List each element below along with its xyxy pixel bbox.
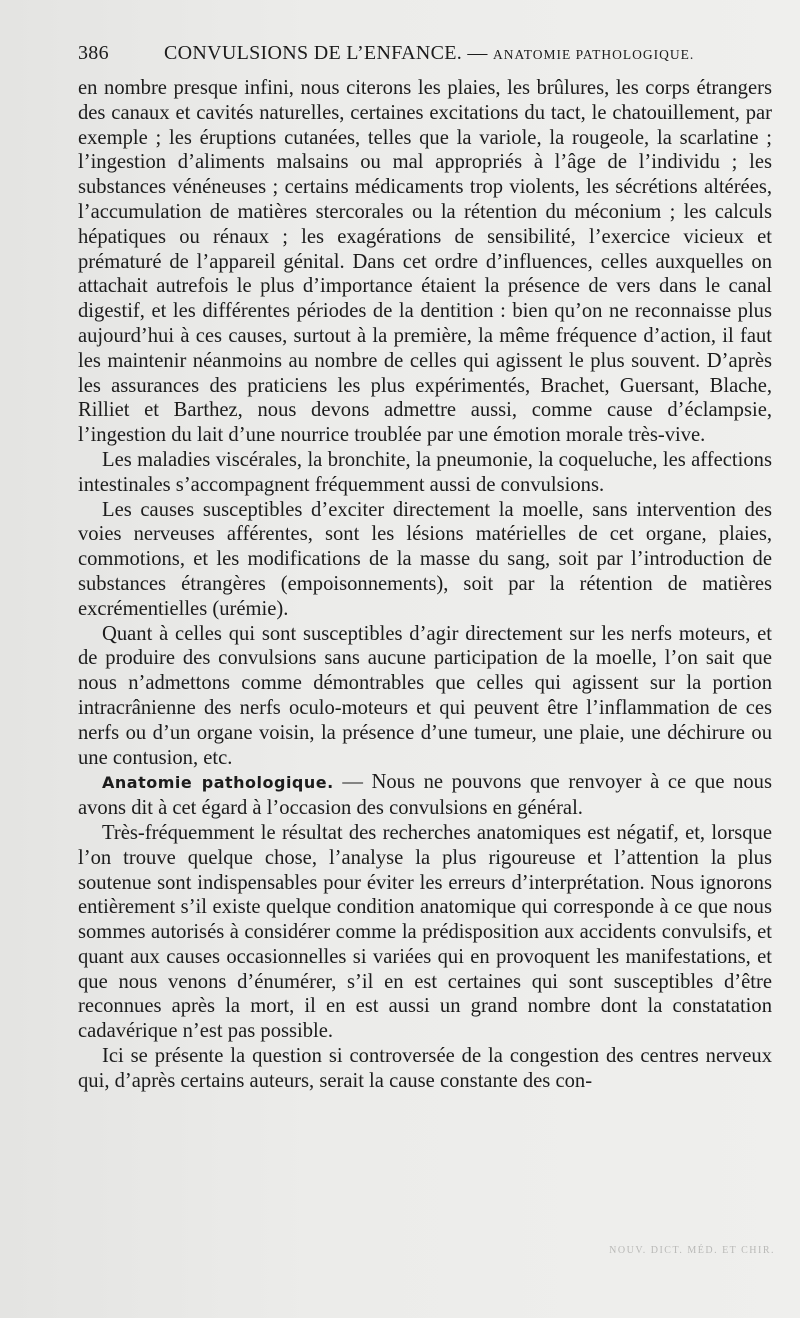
paragraph-spinal-causes: Les causes susceptibles d’exciter directement la moelle, sans intervention des voies nerveuses afférentes, sont les lésions matérielles de cet organe, plaies, commotions, et les modifications de la masse du sang, soit par l’introduction de substances étrangères (empoisonnements), soit par la rétention de matières excrémentielles (urémie). bbox=[78, 498, 772, 620]
running-header bbox=[78, 38, 768, 70]
paragraph-causes-continued: en nombre presque infini, nous citerons les plaies, les brûlures, les corps étrangers des canaux et cavités naturelles, certaines excitations du tact, le chatouillement, par exemple ; les éruptions cutanées, telles que la variole, la rougeole, la scarlatine ; l’ingestion d’aliments malsains ou mal appropriés à l’âge de l’individu ; les substances vénéneuses ; certains médicaments trop violents, les sécrétions altérées, l’accumulation de matières stercorales ou la rétention du méconium ; les calculs hépatiques ou rénaux ; les exagérations de sensibilité, l’exercice vicieux et prématuré de l’appareil génital. Dans cet ordre d’influences, celles auxquelles on attachait autrefois le plus d’importance étaient la présence de vers dans le canal digestif, et les différentes périodes de la dentition : bien qu’on ne reconnaisse plus aujourd’hui à ces causes, surtout à la première, la même fréquence d’action, il faut les maintenir néanmoins au nombre de celles qui agissent le plus souvent. D’après les assurances des praticiens les plus expérimentés, Brachet, Guersant, Blache, Rilliet et Barthez, nous devons admettre aussi, comme cause d’éclampsie, l’ingestion du lait d’une nourrice troublée par une émotion morale très-vive. bbox=[78, 77, 772, 447]
paragraph-anatomical-findings: Très-fréquemment le résultat des recherches anatomiques est négatif, et, lorsque l’on trouve quelque chose, l’analyse la plus rigoureuse et l’attention la plus soutenue sont indispensables pour éviter les erreurs d’interprétation. Nous ignorons entièrement s’il existe quelque condition anatomique qui corresponde à ce que nous sommes autorisés à considérer comme la prédisposition aux accidents convulsifs, et quant aux causes occasionnelles si variées qui en provoquent les manifestations, et que nous venons d’énumérer, s’il en est certaines qui sont susceptibles d’être reconnues après la mort, il en est aussi un grand nombre dont la constatation cadavérique n’est pas possible. bbox=[78, 821, 772, 1043]
section-heading: Anatomie pathologique. bbox=[102, 773, 334, 793]
paragraph-motor-nerves: Quant à celles qui sont susceptibles d’agir directement sur les nerfs moteurs, et de produire des convulsions sans aucune participation de la moelle, l’on sait que nous n’admettons comme démontrables que celles qui agissent sur la portion intracrânienne des nerfs oculo-moteurs et qui peuvent être l’inflammation de ces nerfs ou d’un organe voisin, la présence d’une tumeur, une plaie, une déchirure ou une contusion, etc. bbox=[78, 622, 772, 769]
section-intro-text: — Nous ne pouvons que renvoyer à ce que nous avons dit à cet égard à l’occasion des convulsions en général. bbox=[78, 771, 772, 820]
header-separator: — bbox=[467, 42, 488, 64]
page-number: 386 bbox=[78, 42, 109, 64]
paragraph-congestion-question: Ici se présente la question si controversée de la congestion des centres nerveux qui, d’après certains auteurs, serait la cause constante des con- bbox=[78, 1045, 772, 1092]
paragraph-section-intro bbox=[78, 770, 772, 821]
running-title bbox=[164, 42, 694, 65]
body-text bbox=[78, 76, 772, 1094]
bleed-through-footer: NOUV. DICT. MÉD. ET CHIR. bbox=[609, 1245, 775, 1256]
header-section: ANATOMIE PATHOLOGIQUE. bbox=[493, 47, 695, 62]
header-title: CONVULSIONS DE L’ENFANCE. bbox=[164, 42, 463, 64]
paragraph-visceral-diseases: Les maladies viscérales, la bronchite, la pneumonie, la coqueluche, les affections intestinales s’accompagnent fréquemment aussi de convulsions. bbox=[78, 448, 772, 496]
